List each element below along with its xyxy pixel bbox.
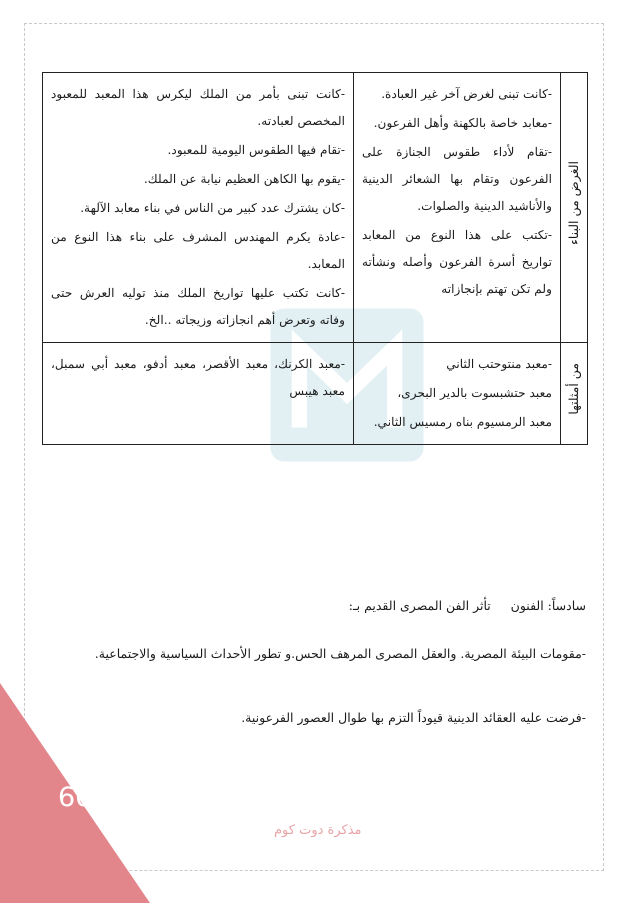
section-subtitle: تأثر الفن المصرى القديم بـ: (348, 598, 491, 613)
cell-paragraph: معبد الرمسيوم بناه رمسيس الثاني. (373, 415, 552, 429)
god-temples-examples-cell (43, 343, 354, 445)
cell-paragraph: -تقام لأداء طقوس الجنازة على الفرعون وتقام بها الشعائر الدينية والأناشيد الدينية والصلوات. (362, 145, 552, 213)
god-temples-purpose-cell (43, 73, 354, 343)
row-label-cell (561, 73, 588, 343)
cell-paragraph: معبد حتشبسوت بالدير البحرى، (397, 386, 552, 400)
site-footer-text: مذكرة دوت كوم (274, 823, 362, 838)
cell-paragraph: -كانت تبنى لغرض آخر غير العبادة. (381, 87, 552, 101)
cell-paragraph: -كانت تبنى بأمر من الملك ليكرس هذا المعبد للمعبود المخصص لعبادته. (51, 87, 345, 128)
page-number: 60 (58, 782, 93, 813)
section-heading (52, 592, 586, 620)
cell-paragraph: -معبد الكرنك، معبد الأقصر، معبد أدفو، معبد أبي سمبل، معبد هيبس (51, 357, 345, 398)
funerary-temples-purpose-cell (354, 73, 561, 343)
table-row-examples (43, 343, 588, 445)
section-point: -مقومات البيئة المصرية. والعقل المصرى المرهف الحس.و تطور الأحداث السياسية والاجتماعية. (94, 646, 586, 661)
cell-paragraph: -معابد خاصة بالكهنة وأهل الفرعون. (373, 116, 552, 130)
temples-comparison-table (42, 72, 588, 445)
row-label-purpose: الغرض من البناء (566, 160, 581, 245)
cell-paragraph: -تقام فيها الطقوس اليومية للمعبود. (167, 143, 345, 157)
row-label-cell (561, 343, 588, 445)
cell-paragraph: -عادة يكرم المهندس المشرف على بناء هذا النوع من المعابد. (51, 230, 345, 271)
cell-paragraph: -يقوم بها الكاهن العظيم نيابة عن الملك. (143, 172, 345, 186)
cell-paragraph: -معبد منتوحتب الثاني (446, 357, 552, 371)
table-row-purpose (43, 73, 588, 343)
cell-paragraph: -تكتب على هذا النوع من المعابد تواريخ أسرة الفرعون وأصله ونشأته ولم تكن تهتم بإنجازاته (362, 228, 552, 296)
section-title: سادساً: الفنون (510, 598, 586, 613)
cell-paragraph: -كان يشترك عدد كبير من الناس في بناء معابد الآلهة. (80, 201, 345, 215)
section-point: -فرضت عليه العقائد الدينية قيوداً التزم بها طوال العصور الفرعونية. (241, 710, 586, 725)
funerary-temples-examples-cell (354, 343, 561, 445)
row-label-examples: من أمثلتها (566, 362, 581, 415)
cell-paragraph: -كانت تكتب عليها تواريخ الملك منذ توليه العرش حتى وفاته وتعرض أهم انجازاته وزيجاته ..الخ. (51, 286, 345, 327)
